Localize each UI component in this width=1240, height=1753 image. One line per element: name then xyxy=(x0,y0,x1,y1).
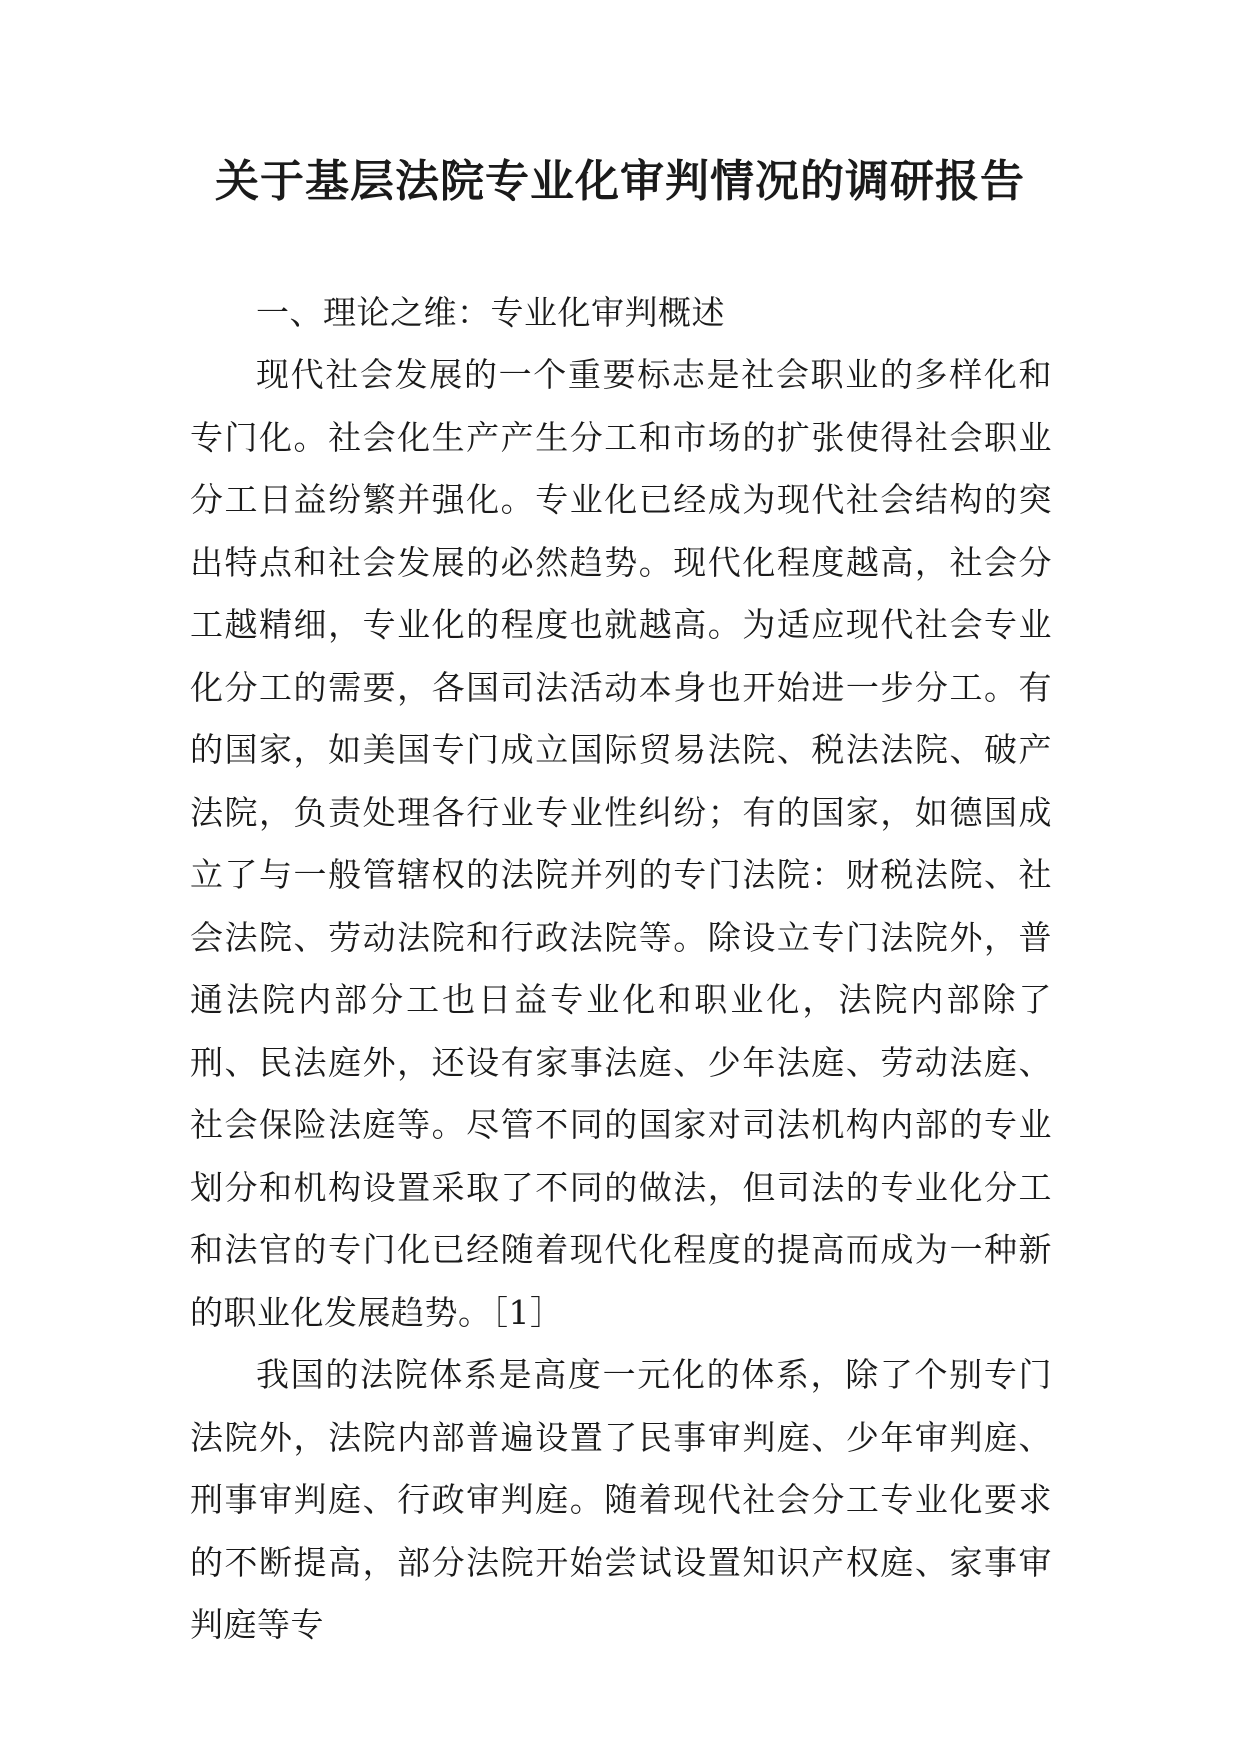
document-title: 关于基层法院专业化审判情况的调研报告 xyxy=(215,156,1025,207)
section-heading: 一、理论之维：专业化审判概述 xyxy=(256,293,725,332)
paragraph-2: 我国的法院体系是高度一元化的体系，除了个别专门法院外，法院内部普遍设置了民事审判庭、少年审判庭、刑事审判庭、行政审判庭。随着现代社会分工专业化要求的不断提高，部分法院开始尝试设置知识产权庭、家事审判庭等专 xyxy=(190,1355,1052,1644)
paragraph-1: 现代社会发展的一个重要标志是社会职业的多样化和专门化。社会化生产产生分工和市场的扩张使得社会职业分工日益纷繁并强化。专业化已经成为现代社会结构的突出特点和社会发展的必然趋势。现代化程度越高，社会分工越精细，专业化的程度也就越高。为适应现代社会专业化分工的需要，各国司法活动本身也开始进一步分工。有的国家，如美国专门成立国际贸易法院、税法法院、破产法院，负责处理各行业专业性纠纷；有的国家，如德国成立了与一般管辖权的法院并列的专门法院：财税法院、社会法院、劳动法院和行政法院等。除设立专门法院外，普通法院内部分工也日益专业化和职业化，法院内部除了刑、民法庭外，还设有家事法庭、少年法庭、劳动法庭、社会保险法庭等。尽管不同的国家对司法机构内部的专业划分和机构设置采取了不同的做法，但司法的专业化分工和法官的专门化已经随着现代化程度的提高而成为一种新的职业化发展趋势。［1］ xyxy=(190,355,1052,1332)
document-body xyxy=(190,282,1052,1657)
